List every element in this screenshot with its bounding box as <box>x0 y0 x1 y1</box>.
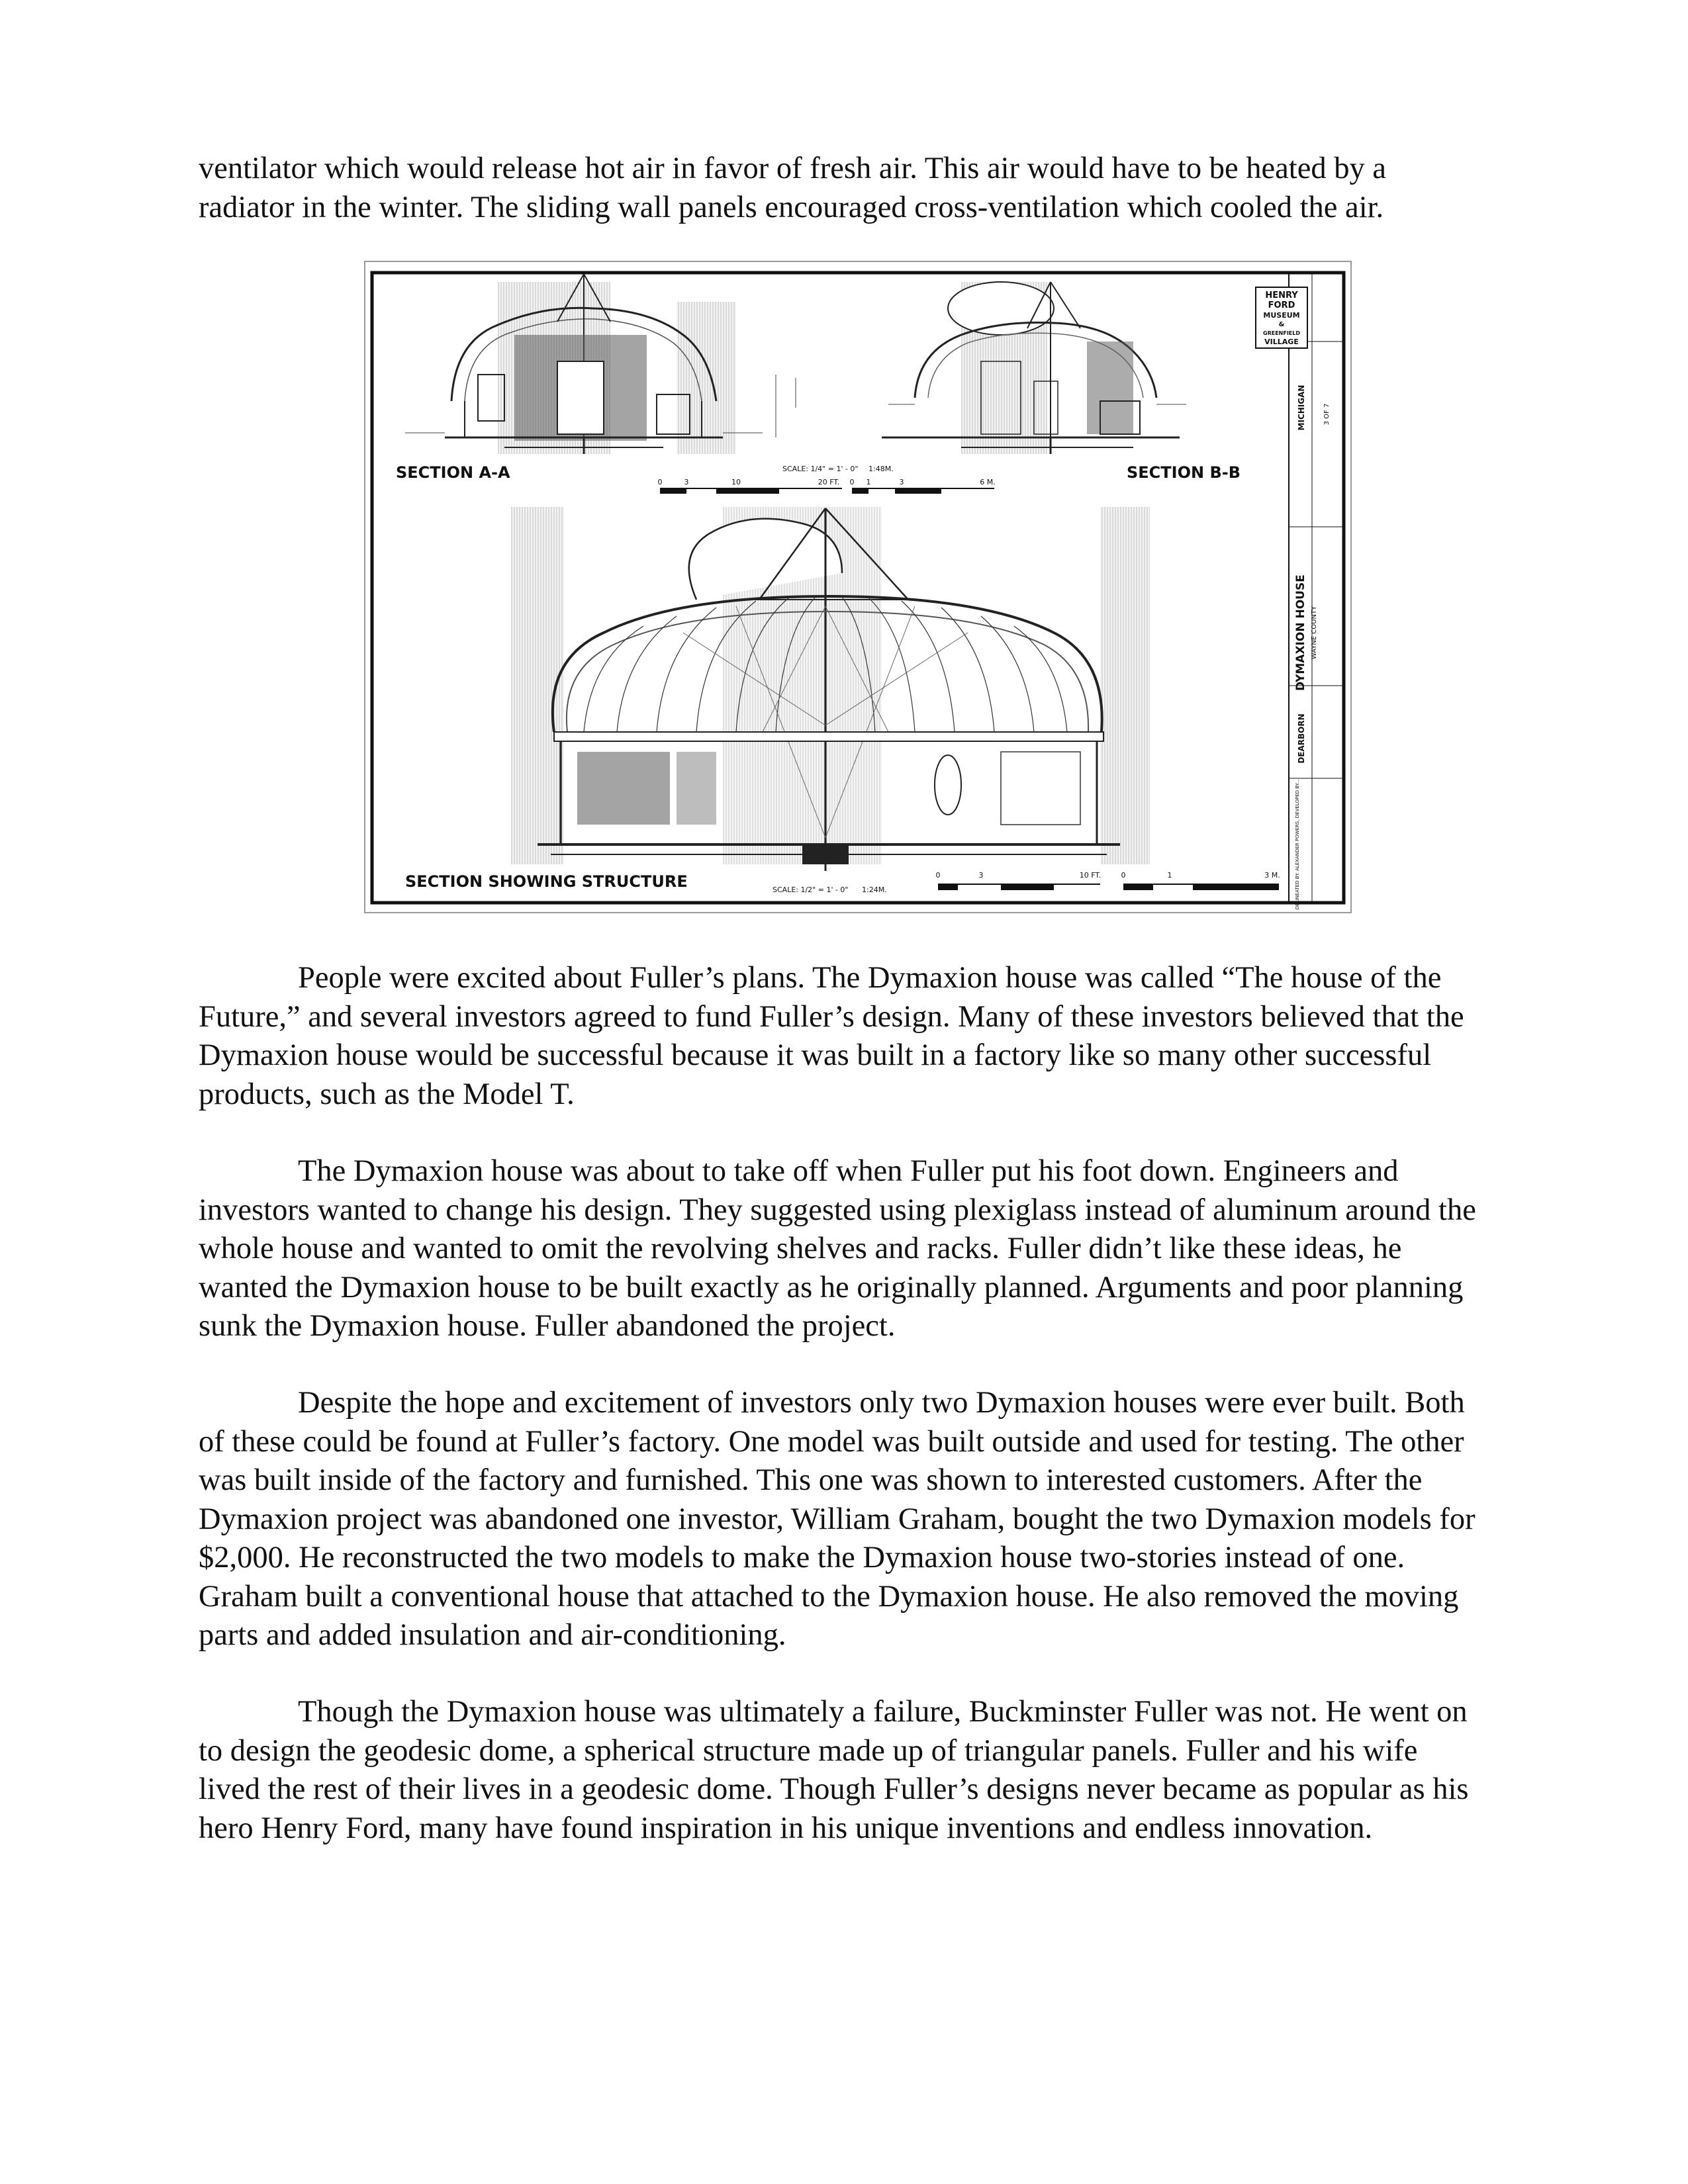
section-structure-drawing <box>511 507 1150 871</box>
paragraph-plans: People were excited about Fuller’s plans. The Dymaxion house was called “The house of the Future,” and several investors agreed to fund Fuller’s design. Many of these investors believed that the Dymaxion house would be successful because it was built in a factory like so many other successful products, such as the Model T. <box>199 961 1464 1111</box>
paragraph-despite: Despite the hope and excitement of investors only two Dymaxion houses were ever built. Both of these could be found at Fuller’s factory. One model was built outside and used for testing. The other was built inside of the factory and furnished. This one was shown to interested customers. After the Dymaxion project was abandoned one investor, William Graham, bought the two Dymaxion models for $2,000. He reconstructed the two models to make the Dymaxion house two-stories instead of one. Graham built a conventional house that attached to the Dymaxion house. He also removed the moving parts and added insulation and air-conditioning. <box>199 1386 1476 1652</box>
m-bottom-tick-1: 1 <box>1167 871 1172 880</box>
paragraph-intro: ventilator which would release hot air in favor of fresh air. This air would have to be heated by a radiator in the winter. The sliding wall panels encouraged cross-ventilation which cooled the air. <box>199 152 1386 224</box>
scale-bar-bottom-ft <box>936 871 1102 890</box>
section-b-b-label: SECTION B-B <box>1127 463 1241 482</box>
logo-line-4: & <box>1278 321 1285 328</box>
logo-line-1: HENRY <box>1265 291 1298 300</box>
paragraph-conclusion: Though the Dymaxion house was ultimately a failure, Buckminster Fuller was not. He went on to design the geodesic dome, a spherical structure made up of triangular panels. Fuller and his wife lived the rest of their lives in a geodesic dome. Though Fuller’s designs never became as popular as his hero Henry Ford, many have found inspiration in his unique inventions and endless innovation. <box>199 1695 1469 1845</box>
logo-line-5: GREENFIELD <box>1263 330 1300 336</box>
ft-top-tick-1: 3 <box>684 478 689 486</box>
section-a-a-drawing <box>405 274 796 454</box>
scale-top-label: SCALE: 1/4" = 1' - 0" <box>782 465 859 473</box>
m-top-tick-0: 0 <box>849 478 855 486</box>
ft-bottom-tick-1: 3 <box>978 871 984 880</box>
logo-line-3: MUSEUM <box>1263 311 1300 320</box>
paragraph-arguments: The Dymaxion house was about to take off when Fuller put his foot down. Engineers and investors wanted to change his design. They suggested using plexiglass instead of aluminum around the whole house and wanted to omit the revolving shelves and racks. Fuller didn’t like these ideas, he wanted the Dymaxion house to be built exactly as he originally planned. Arguments and poor planning sunk the Dymaxion house. Fuller abandoned the project. <box>199 1154 1476 1343</box>
logo-line-6: VILLAGE <box>1264 338 1299 346</box>
title-block-city: DEARBORN <box>1297 713 1306 764</box>
m-top-tick-2: 3 <box>899 478 904 486</box>
m-top-tick-1: 1 <box>866 478 871 486</box>
henry-ford-museum-logo <box>1256 287 1307 348</box>
scale-bar-top-ft <box>658 478 843 494</box>
m-bottom-tick-0: 0 <box>1121 871 1126 880</box>
scale-bar-top-m <box>850 478 996 494</box>
dymaxion-drawing-figure <box>364 261 1352 913</box>
ft-top-tick-0: 0 <box>657 478 663 486</box>
ft-bottom-tick-0: 0 <box>935 871 941 880</box>
scale-bar-bottom-m <box>1121 871 1280 890</box>
title-block-sheet: 3 OF 7 <box>1323 403 1331 426</box>
ft-bottom-tick-2: 10 FT. <box>1079 871 1102 880</box>
section-a-a-label: SECTION A-A <box>396 463 510 482</box>
section-structure-label: SECTION SHOWING STRUCTURE <box>405 872 688 891</box>
ft-top-tick-2: 10 <box>731 478 741 486</box>
title-block-delineator: DELINEATED BY: ALEXANDER POWERS, DEVELOPED BY... <box>1295 779 1300 910</box>
m-bottom-tick-2: 3 M. <box>1264 871 1280 880</box>
architectural-drawing <box>365 262 1350 912</box>
title-block-name: DYMAXION HOUSE <box>1294 574 1307 691</box>
scale-bottom-label: SCALE: 1/2" = 1' - 0" <box>773 886 849 894</box>
section-b-b-drawing <box>882 282 1186 454</box>
ft-top-tick-3: 20 FT. <box>818 478 840 486</box>
logo-line-2: FORD <box>1268 300 1295 310</box>
title-block-state: MICHIGAN <box>1297 385 1306 431</box>
scale-bottom-ratio: 1:24M. <box>862 886 887 894</box>
title-block-county: WAYNE COUNTY <box>1311 606 1318 660</box>
scale-top-ratio: 1:48M. <box>868 465 894 473</box>
m-top-tick-3: 6 M. <box>980 478 996 486</box>
